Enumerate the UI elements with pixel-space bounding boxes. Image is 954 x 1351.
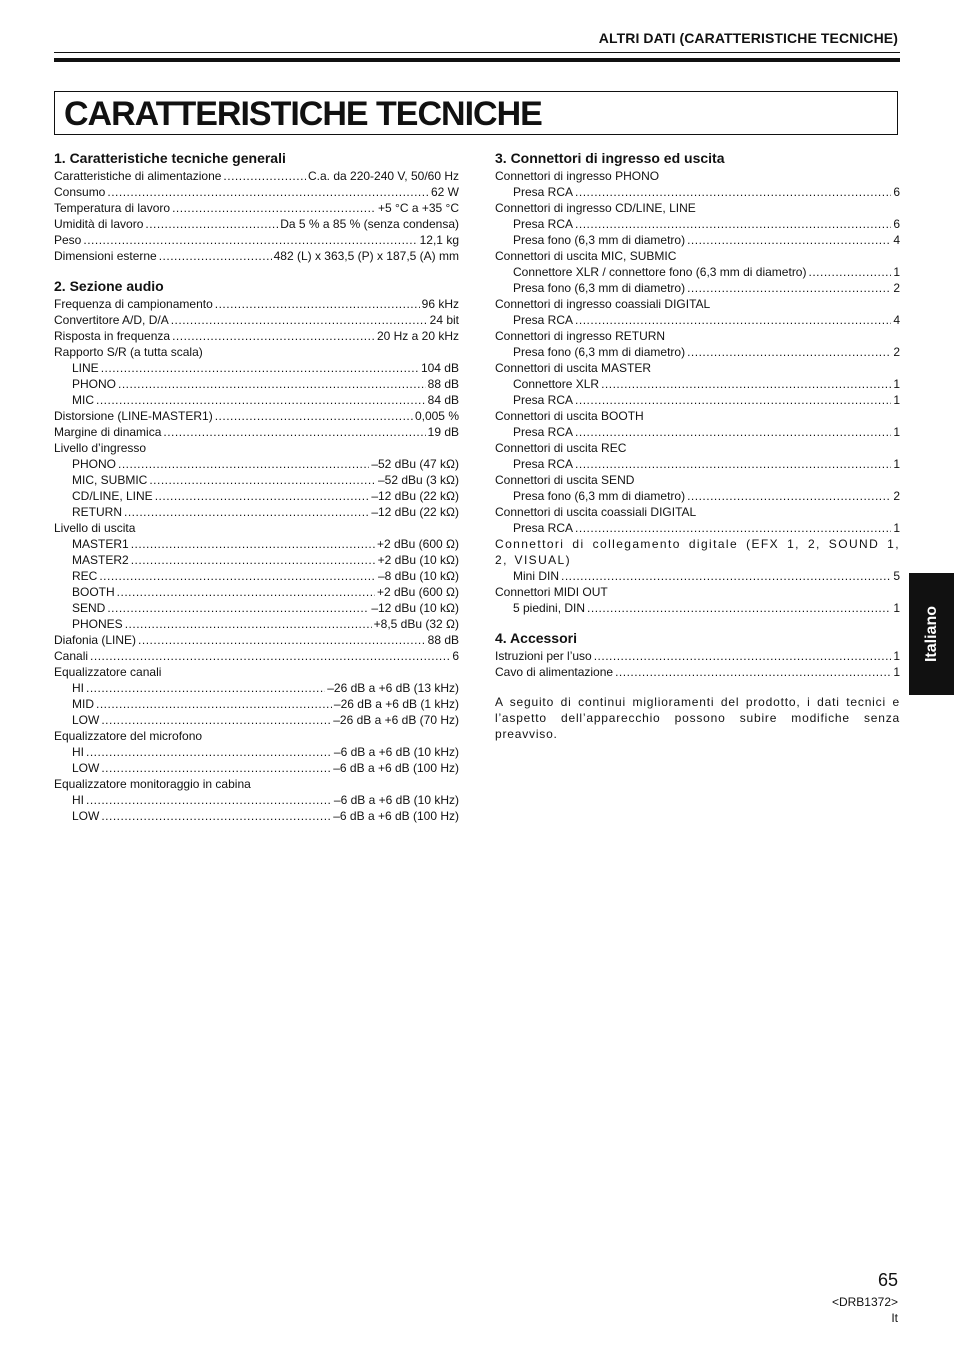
section-general-title: 1. Caratteristiche tecniche generali (54, 150, 286, 166)
spec-row: Istruzioni per l’uso ..... 1 (495, 648, 900, 664)
spec-row: 5 piedini, DIN ..... 1 (495, 600, 900, 616)
spec-subhead: Connettori MIDI OUT (495, 585, 608, 599)
section-connectors-title: 3. Connettori di ingresso ed uscita (495, 150, 725, 166)
spec-subhead: Connettori di uscita SEND (495, 473, 635, 487)
header-rule-thin (54, 52, 900, 53)
spec-subhead: Connettori di ingresso coassiali DIGITAL (495, 297, 711, 311)
spec-subhead: Connettori di ingresso RETURN (495, 329, 666, 343)
spec-subhead-wrapped: Connettori di collegamento digitale (EFX 1, 2, SOUND 1, 2, VISUAL) (495, 537, 900, 567)
section-connectors (495, 150, 900, 616)
spec-row: Presa RCA ..... 6 (495, 184, 900, 200)
doc-code (832, 1294, 898, 1326)
spec-row: Dimensioni esterne ..... 482 (L) x 363,5 (P) x 187,5 (A) mm (54, 248, 459, 264)
spec-row: HI ..... –26 dB a +6 dB (13 kHz) (54, 680, 459, 696)
spec-row: Presa RCA ..... 1 (495, 456, 900, 472)
spec-row: PHONO ..... –52 dBu (47 kΩ) (54, 456, 459, 472)
spec-row: Consumo ..... 62 W (54, 184, 459, 200)
section-accessories (495, 630, 900, 680)
spec-subhead: Livello di uscita (54, 521, 136, 535)
doc-code-id: <DRB1372> (831, 1295, 898, 1309)
right-column (495, 150, 900, 742)
spec-row: Risposta in frequenza ..... 20 Hz a 20 kHz (54, 328, 459, 344)
spec-row: Mini DIN ..... 5 (495, 568, 900, 584)
spec-row: Margine di dinamica ..... 19 dB (54, 424, 459, 440)
section-accessories-title: 4. Accessori (495, 630, 577, 646)
spec-row: Cavo di alimentazione ..... 1 (495, 664, 900, 680)
spec-subhead: Equalizzatore del microfono (54, 729, 203, 743)
spec-subhead: Connettori di uscita REC (495, 441, 627, 455)
spec-row: Presa fono (6,3 mm di diametro) ..... 2 (495, 280, 900, 296)
spec-row: Connettore XLR / connettore fono (6,3 mm di diametro) ..... 1 (495, 264, 900, 280)
spec-row: Convertitore A/D, D/A ..... 24 bit (54, 312, 459, 328)
left-column (54, 150, 459, 838)
language-side-tab (909, 573, 954, 695)
spec-row: Distorsione (LINE-MASTER1) ..... 0,005 % (54, 408, 459, 424)
language-side-tab-label: Italiano (922, 605, 940, 663)
spec-row: Presa RCA ..... 4 (495, 312, 900, 328)
page-title-box (54, 91, 898, 135)
spec-row: Presa fono (6,3 mm di diametro) ..... 2 (495, 488, 900, 504)
spec-subhead: Equalizzatore canali (54, 665, 162, 679)
spec-row: PHONO ..... 88 dB (54, 376, 459, 392)
disclaimer-note: A seguito di continui miglioramenti del prodotto, i dati tecnici e l’aspetto dell’apparecchio possono subire modifiche senza preavviso. (495, 695, 900, 741)
spec-row: PHONES ..... +8,5 dBu (32 Ω) (54, 616, 459, 632)
section-audio-title: 2. Sezione audio (54, 278, 164, 294)
spec-row: MIC ..... 84 dB (54, 392, 459, 408)
doc-lang-code: It (891, 1311, 898, 1325)
spec-row: REC ..... –8 dBu (10 kΩ) (54, 568, 459, 584)
spec-row: MIC, SUBMIC ..... –52 dBu (3 kΩ) (54, 472, 459, 488)
spec-subhead: Connettori di uscita MASTER (495, 361, 652, 375)
spec-subhead: Rapporto S/R (a tutta scala) (54, 345, 203, 359)
spec-subhead: Connettori di uscita BOOTH (495, 409, 644, 423)
section-general (54, 150, 459, 264)
spec-row: Caratteristiche di alimentazione ..... C.a. da 220-240 V, 50/60 Hz (54, 168, 459, 184)
spec-row: Presa fono (6,3 mm di diametro) ..... 4 (495, 232, 900, 248)
spec-row: SEND ..... –12 dBu (10 kΩ) (54, 600, 459, 616)
spec-row: Presa RCA ..... 1 (495, 392, 900, 408)
spec-row: CD/LINE, LINE ..... –12 dBu (22 kΩ) (54, 488, 459, 504)
spec-row: Umidità di lavoro ..... Da 5 % a 85 % (senza condensa) (54, 216, 459, 232)
spec-row: LOW ..... –6 dB a +6 dB (100 Hz) (54, 808, 459, 824)
spec-row: MASTER2 ..... +2 dBu (10 kΩ) (54, 552, 459, 568)
header-rule-thick (54, 58, 900, 62)
spec-row: BOOTH ..... +2 dBu (600 Ω) (54, 584, 459, 600)
spec-row: RETURN ..... –12 dBu (22 kΩ) (54, 504, 459, 520)
section-audio (54, 278, 459, 824)
page-title: CARATTERISTICHE TECNICHE (64, 95, 542, 133)
spec-row: Canali ..... 6 (54, 648, 459, 664)
spec-row: HI ..... –6 dB a +6 dB (10 kHz) (54, 744, 459, 760)
spec-subhead: Equalizzatore monitoraggio in cabina (54, 777, 251, 791)
header-title: ALTRI DATI (CARATTERISTICHE TECNICHE) (598, 30, 898, 46)
spec-row: Presa fono (6,3 mm di diametro) ..... 2 (495, 344, 900, 360)
spec-row: Frequenza di campionamento ..... 96 kHz (54, 296, 459, 312)
spec-row: MID ..... –26 dB a +6 dB (1 kHz) (54, 696, 459, 712)
spec-row: Peso ..... 12,1 kg (54, 232, 459, 248)
spec-subhead: Connettori di ingresso PHONO (495, 169, 660, 183)
spec-row: Presa RCA ..... 6 (495, 216, 900, 232)
spec-subhead: Livello d’ingresso (54, 441, 147, 455)
spec-row: Presa RCA ..... 1 (495, 520, 900, 536)
spec-row: HI ..... –6 dB a +6 dB (10 kHz) (54, 792, 459, 808)
spec-row: Connettore XLR ..... 1 (495, 376, 900, 392)
spec-row: Temperatura di lavoro ..... +5 °C a +35 °C (54, 200, 459, 216)
spec-row: MASTER1 ..... +2 dBu (600 Ω) (54, 536, 459, 552)
spec-subhead: Connettori di uscita MIC, SUBMIC (495, 249, 677, 263)
spec-subhead: Connettori di uscita coassiali DIGITAL (495, 505, 697, 519)
spec-row: LOW ..... –26 dB a +6 dB (70 Hz) (54, 712, 459, 728)
spec-subhead: Connettori di ingresso CD/LINE, LINE (495, 201, 696, 215)
page-number: 65 (877, 1270, 898, 1290)
spec-row: Presa RCA ..... 1 (495, 424, 900, 440)
spec-row: Diafonia (LINE) ..... 88 dB (54, 632, 459, 648)
spec-row: LOW ..... –6 dB a +6 dB (100 Hz) (54, 760, 459, 776)
spec-row: LINE ..... 104 dB (54, 360, 459, 376)
